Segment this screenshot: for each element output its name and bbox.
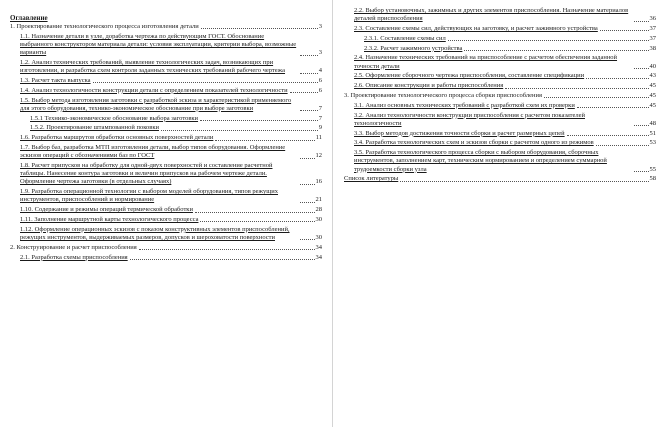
toc-entry-title: 3.5. Разработка технологического процесса сборки с выбором оборудования, сборочных инструментов, заполнением карт, техническим нормированием и определением суммарной трудоемкости сборки узла [354,149,607,173]
toc-entry[interactable] [10,124,322,132]
toc-entry-title: 2.2. Выбор установочных, зажимных и других элементов приспособления. Назначение материалов деталей приспособления [354,7,629,23]
toc-entry[interactable] [344,149,656,174]
toc-entry-title: 2.4. Назначение технических требований на приспособление с расчетом обеспечения заданной точности детали [354,54,618,70]
toc-leader-dots [139,249,315,250]
toc-leader-dots [300,73,318,74]
toc-leader-dots [634,125,649,126]
toc-entry[interactable] [344,112,656,128]
toc-entry-title: 1.5. Выбор метода изготовления заготовки с разработкой эскиза и характеристикой применяемого для этого оборудования, технико-экономическое обоснование при выборе заготовки [20,96,292,112]
page-gap-divider [332,0,333,427]
toc-entry-title: 2.3.2. Расчет зажимного устройства [364,44,463,52]
toc-entry-page: 36 [649,15,656,23]
document-page-left [0,0,332,427]
toc-left-column [10,14,322,263]
toc-entry-title: 3.1. Анализ основных технических требований с разработкой схем их проверки [354,101,575,109]
toc-entry[interactable] [10,188,322,204]
toc-leader-dots [130,259,315,260]
toc-entry-page: 21 [315,196,322,204]
toc-entry-title: 2.3. Составление схемы сил, действующих на заготовку, и расчет зажимного устройства [354,25,598,32]
toc-entry-page: 45 [649,101,656,109]
toc-entry-title: 1.5.1 Технико-экономическое обоснование выбора заготовки [30,114,199,122]
toc-leader-dots [215,140,314,141]
toc-leader-dots [596,145,649,146]
toc-entry-title: 2. Конструирование и расчет приспособления [10,243,137,251]
toc-leader-dots [464,50,648,51]
toc-leader-dots [200,120,318,121]
toc-entry-page: 7 [318,104,322,112]
toc-entry[interactable] [344,130,656,138]
toc-entry[interactable] [344,35,656,43]
toc-leader-dots [93,82,318,83]
toc-entry-page: 3 [318,49,322,57]
toc-entry-title: 1.7. Выбор баз, разработка МТП изготовления детали, выбор типов оборудования. Оформление эскизов операций с обозначениями баз по ГОСТ [20,143,286,160]
toc-entry-page: 58 [649,175,656,183]
toc-entry-title: 3. Проектирование технологического процесса сборки приспособления [344,91,542,99]
document-page-right [334,0,666,427]
toc-entry-page: 51 [649,129,656,137]
toc-entry[interactable] [344,175,656,183]
toc-leader-dots [448,40,649,41]
toc-entry[interactable] [10,23,322,31]
toc-entry-title: 1.6. Разработка маршрутов обработки основных поверхностей детали [20,134,214,142]
toc-entry[interactable] [10,254,322,262]
toc-leader-dots [577,107,649,108]
toc-entry-title: 1.5.2. Проектирование штампованной поковки [30,124,159,132]
toc-right-column [344,7,656,185]
toc-leader-dots [600,30,649,31]
toc-entry-page: 6 [318,77,322,84]
toc-entry[interactable] [10,244,322,252]
toc-entry[interactable] [344,45,656,53]
toc-entry[interactable] [10,162,322,187]
toc-entry[interactable] [10,206,322,214]
toc-entry-page: 30 [315,233,322,241]
toc-entry-page: 55 [649,165,656,173]
toc-entry-page: 45 [649,82,656,90]
toc-entry-title: 2.1. Разработка схемы приспособления [20,253,128,261]
toc-entry-page: 37 [649,25,656,32]
toc-entry-title: 1.11. Заполнение маршрутной карты технологического процесса [20,215,199,223]
toc-entry[interactable] [344,139,656,147]
toc-entry[interactable] [10,33,322,58]
toc-entry-title: 1.2. Анализ технических требований, выявление технологических задач, возникающих при изготовлении, и разработка схем контроля заданных технических требований рабочего чертежа [20,59,286,75]
toc-entry-page: 4 [318,67,322,75]
toc-entry-page: 34 [315,243,322,251]
toc-leader-dots [634,171,649,172]
toc-entry-page: 28 [315,206,322,214]
toc-entry[interactable] [344,72,656,80]
toc-entry-title: 1.1. Назначение детали в узле, доработка чертежа по действующим ГОСТ. Обоснование выбранного конструктором материала детали: условия эксплуатации, критерии выбора, возможные варианты [20,32,297,57]
toc-heading: Оглавление [10,14,48,22]
toc-leader-dots [195,212,315,213]
toc-entry-title: 3.2. Анализ технологичности конструкции приспособления с расчетом показателей технологичности [354,111,585,127]
toc-entry-title: 1. Проектирование технологического процесса изготовления детали [10,23,199,30]
toc-entry-page: 9 [318,124,322,132]
toc-entry-page: 16 [315,178,322,186]
toc-leader-dots [634,68,649,69]
toc-leader-dots [300,55,318,56]
toc-entry[interactable] [10,87,322,95]
toc-entry-page: 43 [649,72,656,80]
toc-entry[interactable] [10,216,322,224]
toc-entry-title: 1.12. Оформление операционных эскизов с показом конструктивных элементов приспособлений, режущих инструментов, выдерживаемых размеров, допусков и шероховатости поверхности [20,225,290,241]
toc-leader-dots [200,221,314,222]
toc-entry-page: 12 [315,152,322,160]
toc-entry-page: 38 [649,44,656,52]
toc-entry-page: 3 [318,23,322,30]
toc-entry-title: 1.10. Содержание и режимы операций термической обработки [20,206,193,214]
toc-entry-title: 1.8. Расчет припусков на обработку для одной-двух поверхностей и составление расчетной таблицы. Нанесение контура заготовки и величин припусков на рабочем чертеже детали. Оформление чертежа заготовки (в отдельных случаях) [20,161,273,186]
toc-entry[interactable] [344,25,656,33]
toc-leader-dots [300,110,318,111]
toc-entry-title: 1.3. Расчет такта выпуска [20,77,91,84]
toc-leader-dots [567,135,649,136]
toc-leader-dots [505,88,648,89]
toc-entry-page: 30 [315,215,322,223]
toc-entry[interactable] [10,97,322,113]
toc-entry[interactable] [10,226,322,242]
toc-entry-page: 45 [649,91,656,99]
toc-leader-dots [634,21,649,22]
toc-entry-title: 3.3. Выбор методов достижения точности сборки и расчет размерных цепей [354,129,565,137]
toc-entry[interactable] [10,77,322,85]
toc-leader-dots [300,202,315,203]
toc-leader-dots [544,97,649,98]
toc-entry[interactable] [344,92,656,100]
toc-entry-page: 7 [318,114,322,122]
toc-entry[interactable] [344,54,656,70]
toc-entry-page: 6 [318,86,322,94]
toc-entry[interactable] [10,134,322,142]
toc-entry-title: 2.6. Описание конструкции и работы приспособления [354,82,504,90]
toc-entry[interactable] [10,115,322,123]
toc-entry[interactable] [344,7,656,23]
toc-entry-title: 1.4. Анализ технологичности конструкции детали с определением показателей технологичности [20,86,288,94]
toc-entry-page: 53 [649,139,656,147]
toc-entry[interactable] [10,59,322,75]
toc-entry-page: 37 [649,34,656,42]
toc-entry-title: Список литературы [344,175,399,183]
toc-leader-dots [300,184,315,185]
toc-entry-page: 48 [649,119,656,127]
toc-leader-dots [400,181,648,182]
toc-entry-page: 34 [315,253,322,261]
toc-entry-title: 2.5. Оформление сборочного чертежа приспособления, составление спецификации [354,72,585,80]
toc-entry-title: 2.3.1. Составление схемы сил [364,34,446,42]
toc-entry[interactable] [10,144,322,160]
toc-leader-dots [290,92,318,93]
toc-leader-dots [201,28,318,29]
toc-entry-page: 40 [649,62,656,70]
toc-entry-title: 1.9. Разработка операционной технологии с выбором моделей оборудования, типов режущих инструментов, приспособлений и нормирование [20,188,279,204]
toc-leader-dots [586,78,648,79]
toc-leader-dots [300,239,315,240]
toc-entry[interactable] [344,102,656,110]
toc-leader-dots [300,158,315,159]
toc-entry-page: 11 [315,134,322,142]
toc-entry[interactable] [344,82,656,90]
toc-leader-dots [161,130,318,131]
toc-entry-title: 3.4. Разработка технологических схем и эскизов сборки с расчетом одного из режимов [354,139,594,147]
